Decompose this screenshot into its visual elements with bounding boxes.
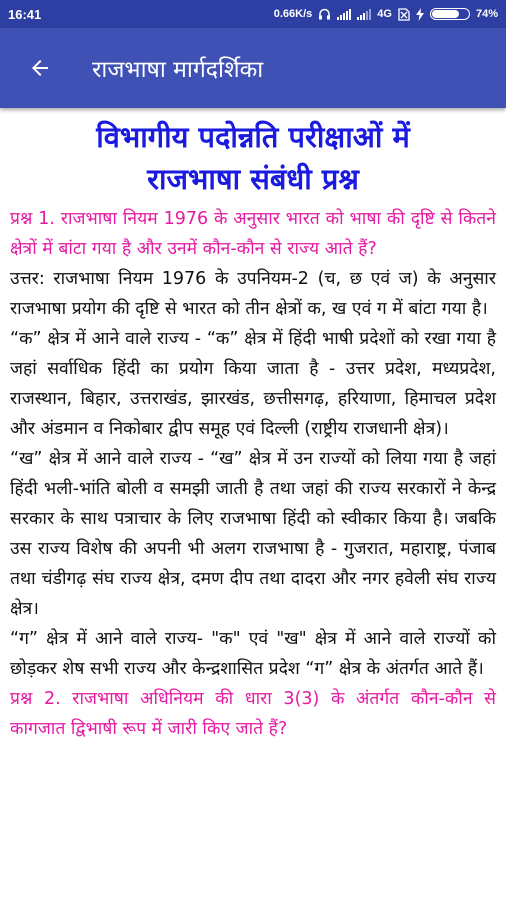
article-heading	[10, 116, 496, 200]
signal-icon	[357, 8, 371, 20]
network-speed: 0.66K/s	[273, 8, 313, 20]
back-arrow-icon	[28, 56, 52, 80]
status-icons	[274, 8, 498, 21]
question-1: प्रश्न 1. राजभाषा नियम 1976 के अनुसार भारत को भाषा की दृष्टि से कितने क्षेत्रों में बांटा गया है और उनमें कौन-कौन से राज्य आते हैं?	[10, 209, 496, 259]
heading-line: राजभाषा संबंधी प्रश्न	[147, 162, 359, 196]
article-content[interactable]	[0, 108, 506, 900]
no-sim-icon	[398, 8, 410, 21]
headset-icon	[318, 8, 331, 21]
answer-1: उत्तर: राजभाषा नियम 1976 के उपनियम-2 (च, छ एवं ज) के अनुसार राजभाषा प्रयोग की दृष्टि से भारत को तीन क्षेत्रों क, ख एवं ग में बांटा गया है।	[10, 269, 496, 319]
paragraph-ga: “ग” क्षेत्र में आने वाले राज्य- "क" एवं "ख" क्षेत्र में आने वाले राज्यों को छोड़कर शेष सभी राज्य और केन्द्रशासित प्रदेश “ग” क्षेत्र के अंतर्गत आते हैं।	[10, 629, 496, 679]
signal-icon	[337, 8, 351, 20]
network-type: 4G	[377, 8, 392, 20]
status-bar	[0, 0, 506, 28]
battery-level	[432, 10, 459, 18]
paragraph-kha: “ख” क्षेत्र में आने वाले राज्य - “ख” क्षेत्र में उन राज्यों को लिया गया है जहां हिंदी भली-भांति बोली व समझी जाती है तथा जहां की राज्य सरकारों ने केन्द्र सरकार के साथ पत्राचार के लिए राजभाषा हिंदी को स्वीकार किया है। जबकि उस राज्य विशेष की अपनी भी अलग राजभाषा है - गुजरात, महाराष्ट्र, पंजाब तथा चंडीगढ़ संघ राज्य क्षेत्र, दमण दीप तथा दादरा और नगर हवेली संघ राज्य क्षेत्र।	[10, 449, 496, 619]
question-2: प्रश्न 2. राजभाषा अधिनियम की धारा 3(3) के अंतर्गत कौन-कौन से कागजात द्विभाषी रूप में जारी किए जाते हैं?	[10, 689, 496, 739]
charging-icon	[416, 8, 424, 21]
battery-icon	[430, 8, 470, 20]
status-time: 16:41	[8, 6, 42, 22]
heading-line: विभागीय पदोन्नति परीक्षाओं में	[96, 120, 410, 154]
paragraph-ka: “क” क्षेत्र में आने वाले राज्य - “क” क्षेत्र में हिंदी भाषी प्रदेशों को रखा गया है जहां सर्वाधिक हिंदी का प्रयोग किया जाता है - उत्तर प्रदेश, मध्यप्रदेश, राजस्थान, बिहार, उत्तराखंड, झारखंड, छत्तीसगढ़, हरियाणा, हिमाचल प्रदेश और अंडमान व निकोबार द्वीप समूह एवं दिल्ली (राष्ट्रीय राजधानी क्षेत्र)।	[10, 329, 496, 439]
app-bar	[0, 28, 506, 108]
battery-percent: 74%	[475, 8, 498, 20]
back-button[interactable]	[18, 46, 62, 90]
app-title: राजभाषा मार्गदर्शिका	[92, 57, 264, 83]
